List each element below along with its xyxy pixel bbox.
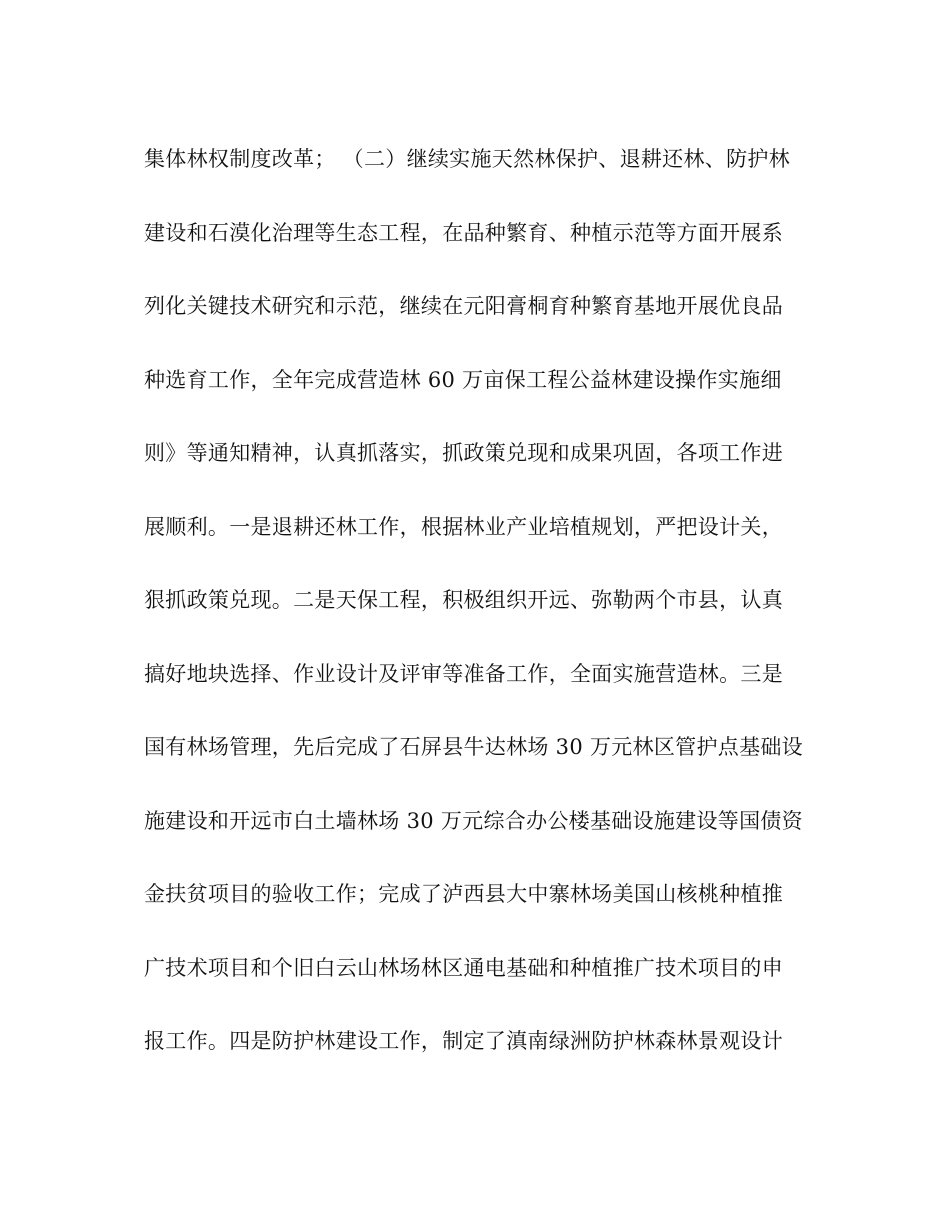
text-line: 展顺利。一是退耕还林工作，根据林业产业培植规划，严把设计关，	[144, 514, 783, 539]
text-line: 则》等通知精神，认真抓落实，抓政策兑现和成果巩固，各项工作进	[144, 441, 783, 465]
body-text	[144, 138, 824, 1094]
text-line: 种选育工作，全年完成营造林 60 万亩保工程公益林建设操作实施细	[144, 367, 782, 392]
text-line: 报工作。四是防护林建设工作，制定了滇南绿洲防护林森林景观设计	[144, 1029, 783, 1053]
text-line: 列化关键技术研究和示范，继续在元阳膏桐育种繁育基地开展优良品	[144, 294, 783, 318]
text-line: 狠抓政策兑现。二是天保工程，积极组织开远、弥勒两个市县，认真	[144, 588, 783, 612]
text-line: 集体林权制度改革； （二）继续实施天然林保护、退耕还林、防护林	[144, 147, 790, 171]
text-line: 建设和石漠化治理等生态工程，在品种繁育、种植示范等方面开展系	[144, 220, 783, 245]
text-line: 国有林场管理，先后完成了石屏县牛达林场 30 万元林区管护点基础设	[144, 735, 803, 759]
text-line: 金扶贫项目的验收工作；完成了泸西县大中寨林场美国山核桃种植推	[144, 882, 783, 906]
text-line: 搞好地块选择、作业设计及评审等准备工作，全面实施营造林。三是	[144, 661, 783, 686]
text-line: 广技术项目和个旧白云山林场林区通电基础和种植推广技术项目的申	[144, 955, 783, 980]
text-line: 施建设和开远市白土墙林场 30 万元综合办公楼基础设施建设等国债资	[144, 808, 803, 833]
